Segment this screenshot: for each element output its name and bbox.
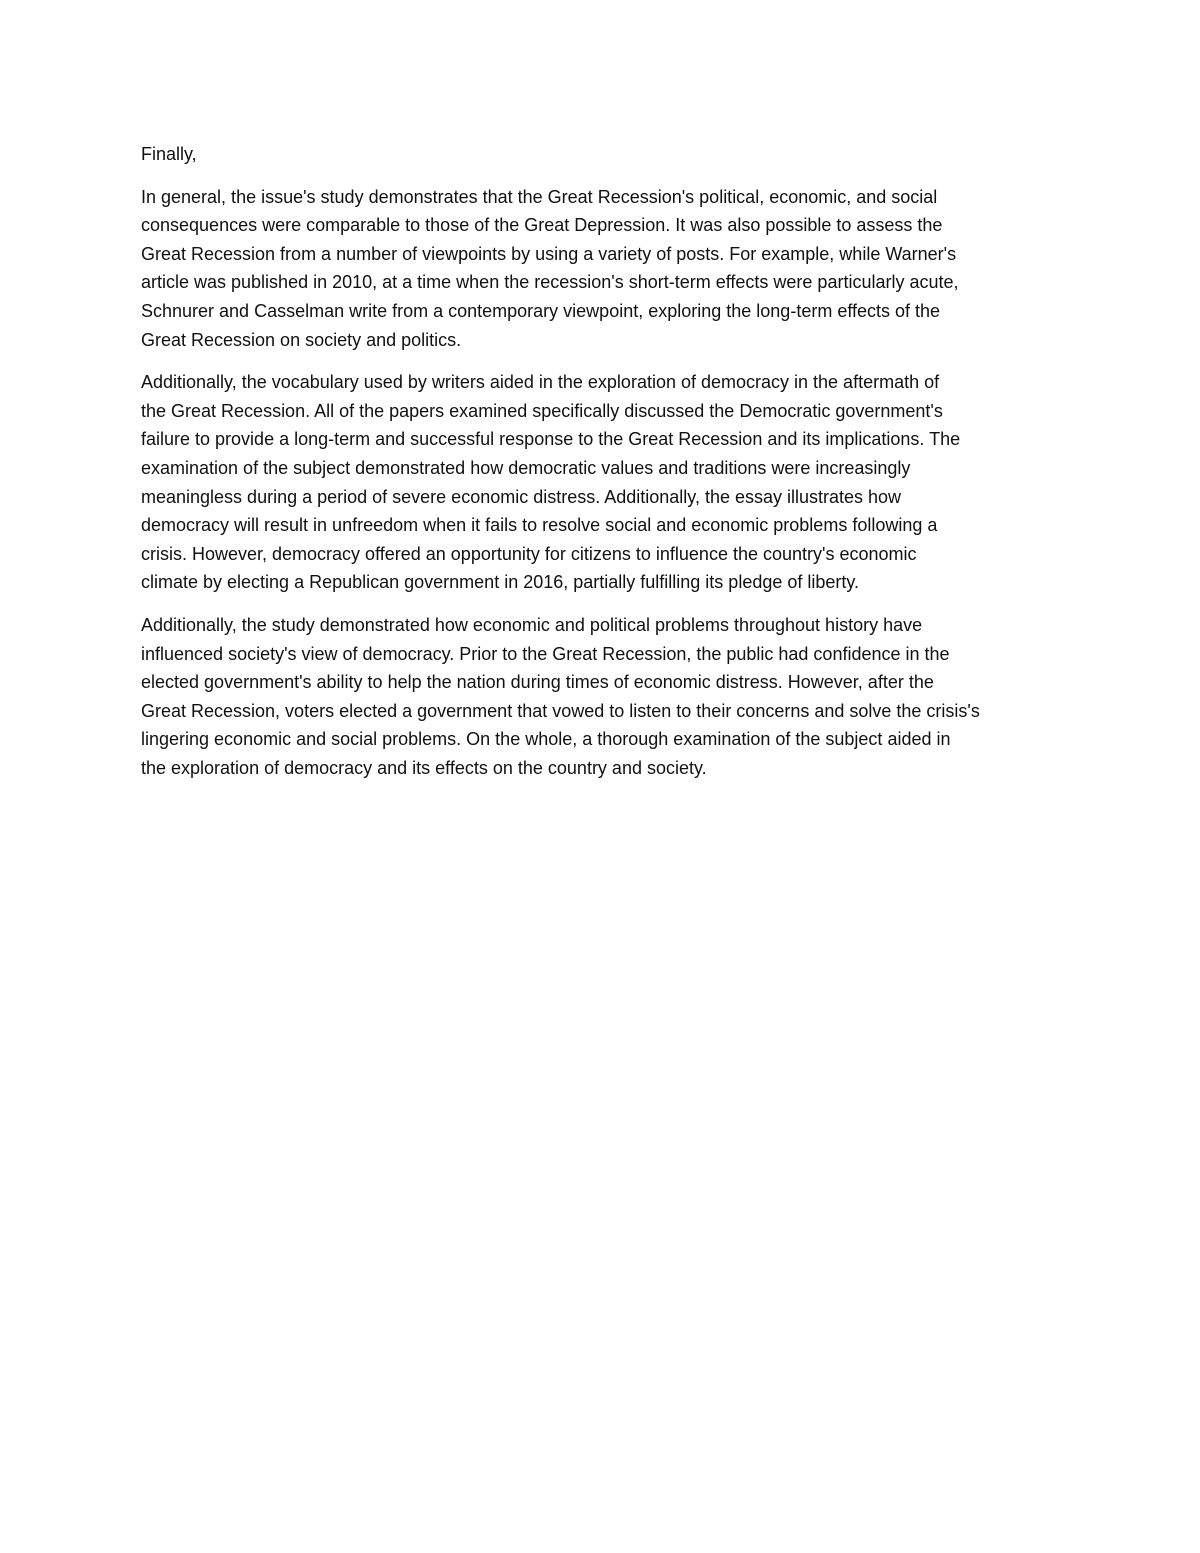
text-line: consequences were comparable to those of the Great Depression. It was also possible to assess the — [141, 215, 943, 236]
text-line: the Great Recession. All of the papers examined specifically discussed the Democratic government's — [141, 400, 943, 421]
text-line: Finally, — [141, 144, 197, 164]
text-line: meaningless during a period of severe economic distress. Additionally, the essay illustrates how — [141, 486, 902, 507]
text-line: examination of the subject demonstrated how democratic values and traditions were increasingly — [141, 457, 911, 478]
text-line: crisis. However, democracy offered an opportunity for citizens to influence the country's economic — [141, 543, 917, 564]
document-body — [141, 140, 1071, 796]
text-line: Great Recession on society and politics. — [141, 329, 462, 350]
paragraph-opening — [141, 140, 1071, 169]
text-line: Schnurer and Casselman write from a contemporary viewpoint, exploring the long-term effects of the — [141, 300, 941, 321]
text-line: In general, the issue's study demonstrates that the Great Recession's political, economic, and social — [141, 186, 938, 207]
text-line: Great Recession from a number of viewpoints by using a variety of posts. For example, while Warner's — [141, 243, 957, 264]
text-line: the exploration of democracy and its effects on the country and society. — [141, 757, 707, 778]
text-line: climate by electing a Republican government in 2016, partially fulfilling its pledge of liberty. — [141, 572, 860, 593]
text-line: failure to provide a long-term and successful response to the Great Recession and its implications. The — [141, 429, 961, 450]
paragraph-general — [141, 183, 1071, 355]
text-line: elected government's ability to help the nation during times of economic distress. However, after the — [141, 672, 934, 693]
text-line: lingering economic and social problems. On the whole, a thorough examination of the subject aided in — [141, 729, 951, 750]
text-line: Additionally, the study demonstrated how economic and political problems throughout history have — [141, 614, 923, 635]
text-line: Additionally, the vocabulary used by writers aided in the exploration of democracy in the aftermath of — [141, 372, 940, 393]
text-line: influenced society's view of democracy. Prior to the Great Recession, the public had confidence in the — [141, 643, 950, 664]
text-line: Great Recession, voters elected a government that vowed to listen to their concerns and solve the crisis's — [141, 700, 980, 721]
paragraph-history — [141, 611, 1071, 783]
paragraph-vocabulary — [141, 368, 1071, 597]
text-line: democracy will result in unfreedom when it fails to resolve social and economic problems following a — [141, 515, 938, 536]
text-line: article was published in 2010, at a time when the recession's short-term effects were particularly acute, — [141, 272, 959, 293]
